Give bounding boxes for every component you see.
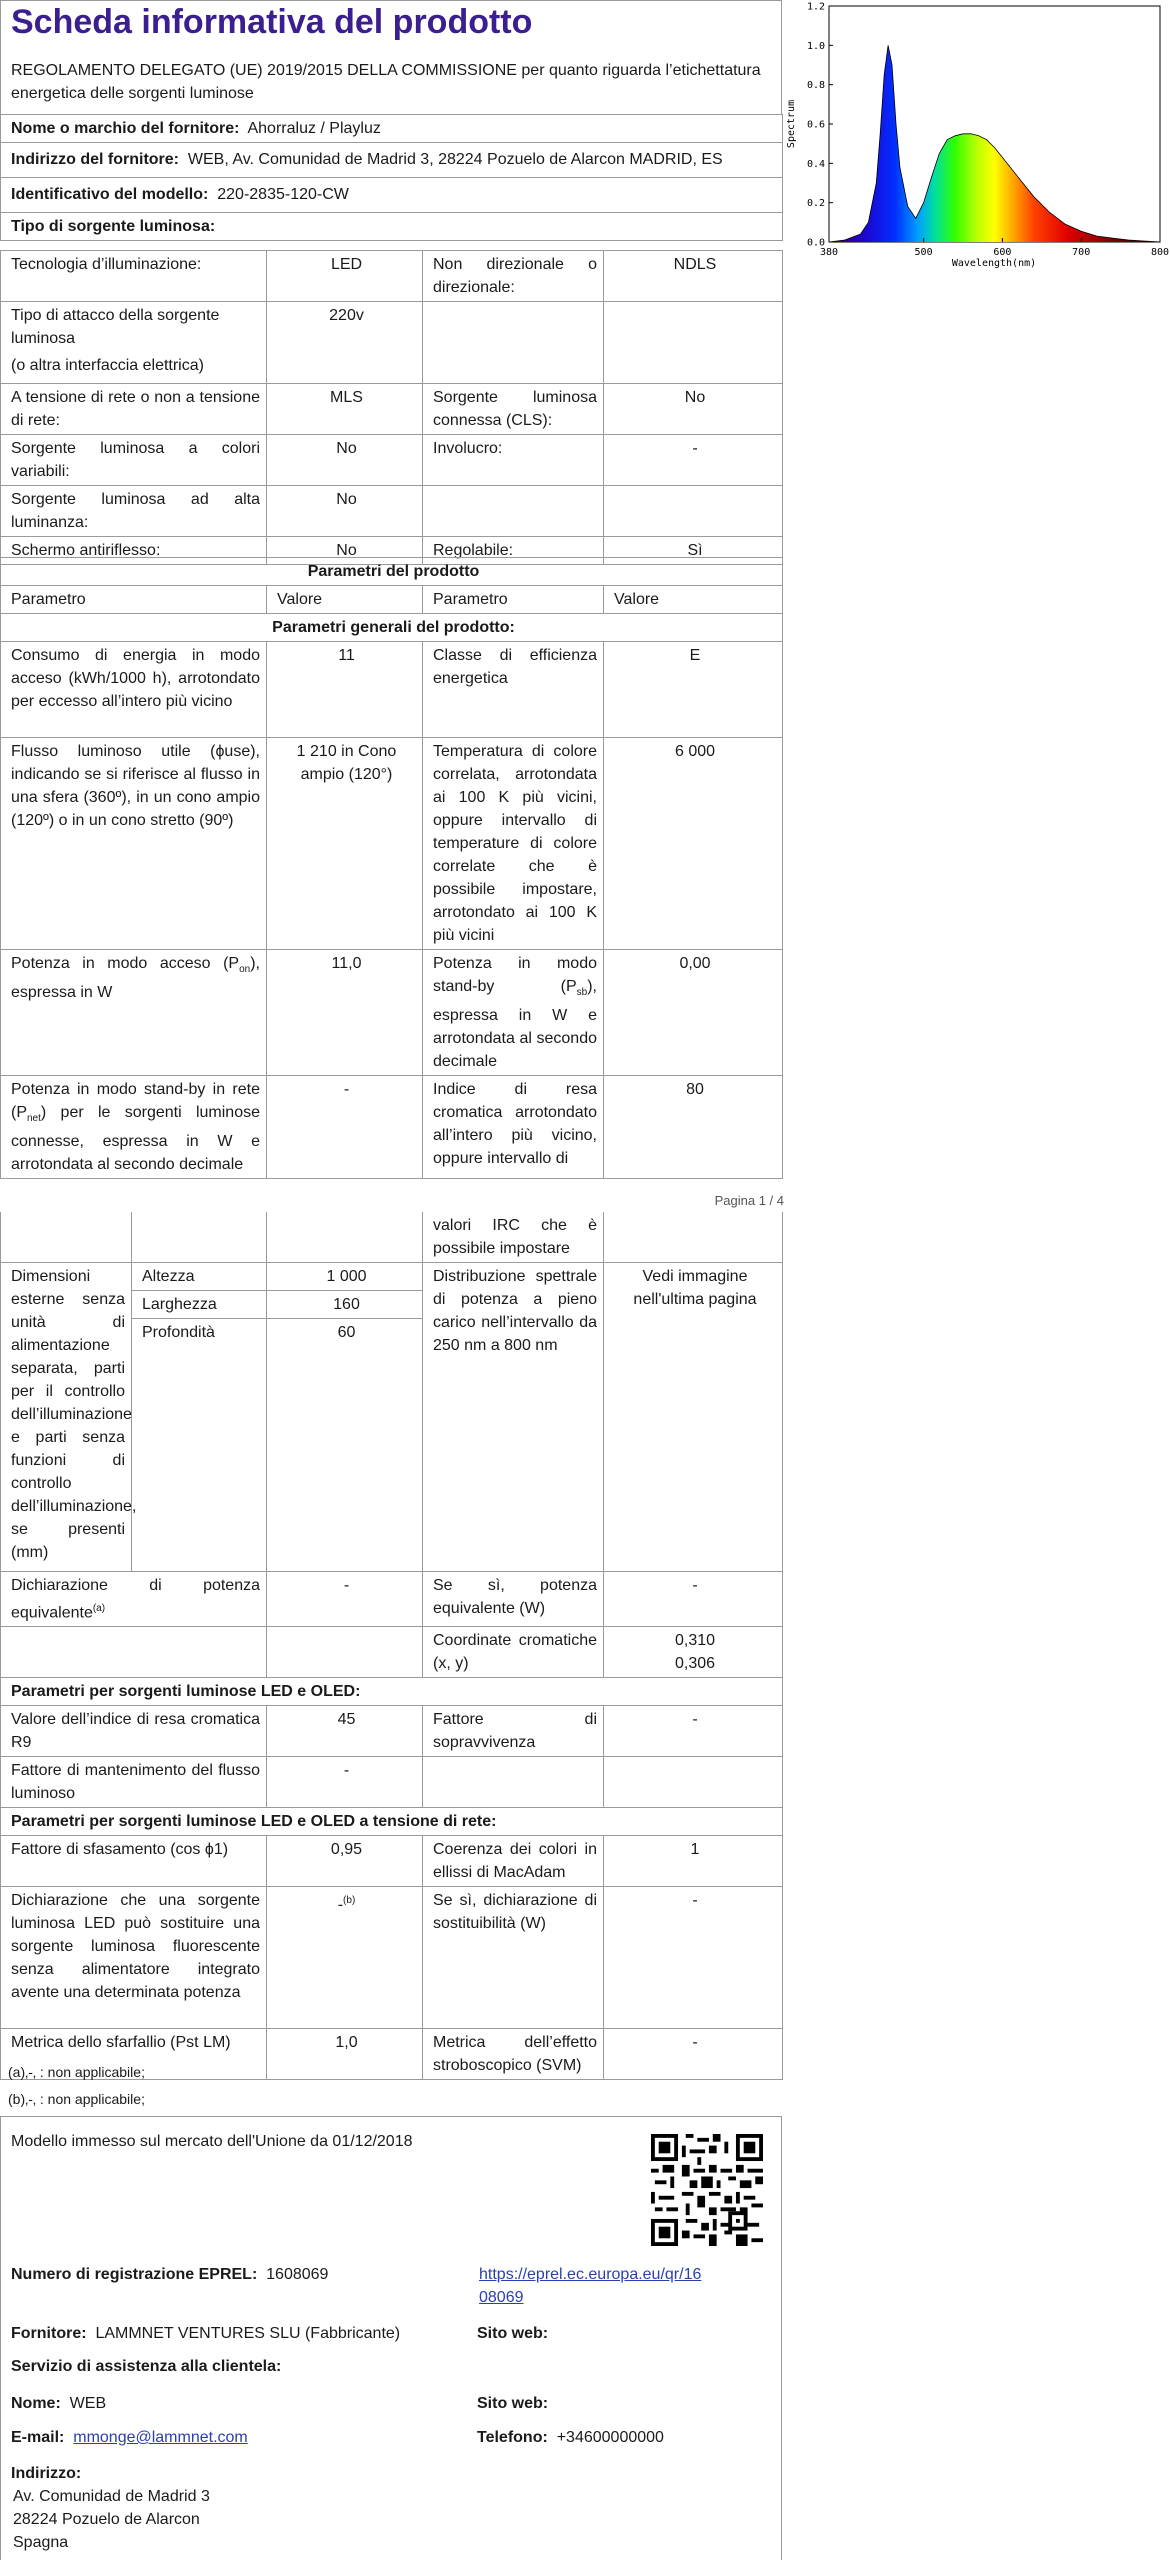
spd-label: Distribuzione spettrale di potenza a pieno carico nell’intervallo da 250 nm a 800 nm: [423, 1263, 604, 1572]
regulation-text: REGOLAMENTO DELEGATO (UE) 2019/2015 DELLA COMMISSIONE per quanto riguarda l’etichettatura energetica delle sorgenti luminose: [11, 62, 761, 102]
high-luminance-label: Sorgente luminosa ad alta luminanza:: [1, 486, 267, 537]
standby-power-label: Potenza in modo stand-by $(P_{sb})$, espressa in W e arrotondata al secondo decimale: [423, 950, 604, 1076]
tech-value: LED: [267, 251, 423, 302]
dimmable-value: Sì: [604, 537, 783, 565]
cct-value: 6 000: [604, 738, 783, 950]
energy-consumption-value: 11: [267, 642, 423, 738]
cri-value: 80: [604, 1076, 783, 1179]
model-id-row: Identificativo del modello: 220-2835-120-CW: [1, 178, 783, 213]
y-tick-label: 1.0: [806, 40, 825, 52]
survival-factor-value: -: [604, 1706, 783, 1757]
height-label: Altezza: [132, 1263, 267, 1291]
dimensions-label: Dimensioni esterne senza unità di alimentazione separata, parti per il controllo dell’illuminazione e parti senza funzioni di controllo dell’illuminazione, se presenti (mm): [1, 1263, 132, 1572]
replacement-claim-label: Dichiarazione che una sorgente luminosa LED può sostituire una sorgente luminosa fluorescente senza alimentatore integrato avente una determinata potenza: [1, 1887, 267, 2029]
displacement-factor-label: Fattore di sfasamento (cos ϕ1): [1, 1836, 267, 1887]
email-row: E-mail: mmonge@lammnet.com: [11, 2429, 248, 2446]
cri-label: Indice di resa cromatica arrotondato all’intero più vicino, oppure intervallo di: [423, 1076, 604, 1179]
source-type-table: [0, 250, 783, 565]
network-standby-label: Potenza in modo stand-by in rete $(P_{net})$ per le sorgenti luminose connesse, espressa in W e arrotondata al secondo decimale: [1, 1076, 267, 1179]
chromaticity-label: Coordinate cromatiche (x, y): [423, 1627, 604, 1678]
y-tick-label: 0.8: [806, 80, 825, 92]
supplier-name-row: Nome o marchio del fornitore: Ahorraluz / Playluz: [1, 115, 783, 143]
tech-label: Tecnologia d’illuminazione:: [1, 251, 267, 302]
cls-label: Sorgente luminosa connessa (CLS):: [423, 384, 604, 435]
phone-row: Telefono: +34600000000: [477, 2429, 664, 2446]
chromaticity-value: 0,310 0,306: [604, 1627, 783, 1678]
x-tick-label: 500: [914, 247, 933, 258]
address-label: Indirizzo:: [11, 2465, 82, 2482]
energy-class-label: Classe di efficienza energetica: [423, 642, 604, 738]
supplier-address-row: Indirizzo del fornitore: WEB, Av. Comunidad de Madrid 3, 28224 Pozuelo de Alarcon MADRID, ES: [1, 143, 783, 178]
height-value: 1 000: [267, 1263, 423, 1291]
customer-service-label: Servizio di assistenza alla clientela:: [11, 2358, 282, 2375]
y-axis-label: Spectrum: [786, 99, 797, 149]
r9-label: Valore dell’indice di resa cromatica R9: [1, 1706, 267, 1757]
energy-consumption-label: Consumo di energia in modo acceso (kWh/1000 h), arrotondato per eccesso all’intero più vicino: [1, 642, 267, 738]
x-axis-label: Wavelength(nm): [951, 258, 1037, 269]
depth-label: Profondità: [132, 1319, 267, 1572]
x-tick-label: 600: [993, 247, 1012, 258]
r9-value: 45: [267, 1706, 423, 1757]
equivalent-power-label: Dichiarazione di potenza equivalente$^{(a)}$: [1, 1572, 267, 1627]
x-tick-label: 380: [819, 247, 839, 258]
spectrum-chart: [782, 0, 1170, 272]
stroboscopic-label: Metrica dell’effetto stroboscopico (SVM): [423, 2029, 604, 2080]
envelope-label: Involucro:: [423, 435, 604, 486]
page-title: Scheda informativa del prodotto: [11, 3, 533, 41]
color-tunable-value: No: [267, 435, 423, 486]
y-tick-label: 1.2: [806, 1, 825, 13]
high-luminance-value: No: [267, 486, 423, 537]
spd-value: Vedi immagine nell'ultima pagina: [604, 1263, 783, 1572]
replacement-watt-value: -: [604, 1887, 783, 2029]
equivalent-watt-value: -: [604, 1572, 783, 1627]
cls-value: No: [604, 384, 783, 435]
directional-value: NDLS: [604, 251, 783, 302]
energy-class-value: E: [604, 642, 783, 738]
address-value: Av. Comunidad de Madrid 3 28224 Pozuelo de Alarcon Spagna: [13, 2488, 210, 2551]
footnote-b: (b)‚-‚ : non applicabile;: [8, 2091, 145, 2107]
y-tick-label: 0.6: [806, 119, 825, 131]
envelope-value: -: [604, 435, 783, 486]
product-parameters-table: [0, 557, 783, 1179]
supplier-table: [0, 114, 783, 241]
width-value: 160: [267, 1291, 423, 1319]
flicker-label: Metrica dello sfarfallio (Pst LM): [1, 2029, 267, 2080]
displacement-factor-value: 0,95: [267, 1836, 423, 1887]
flicker-value: 1,0: [267, 2029, 423, 2080]
mains-params-heading: Parametri per sorgenti luminose LED e OLED a tensione di rete:: [1, 1808, 783, 1836]
cap-type-label: Tipo di attacco della sorgente luminosa (o altra interfaccia elettrica): [1, 302, 267, 384]
stroboscopic-value: -: [604, 2029, 783, 2080]
spectrum-area: [829, 45, 1160, 242]
footnote-a: (a)‚-‚ : non applicabile;: [8, 2064, 145, 2080]
cap-type-value: 220v: [267, 302, 423, 384]
replacement-watt-label: Se sì, dichiarazione di sostituibilità (W): [423, 1887, 604, 2029]
email-link[interactable]: mmonge@lammnet.com: [73, 2429, 248, 2446]
y-tick-label: 0.2: [806, 198, 825, 210]
luminous-flux-value: 1 210 in Cono ampio (120°): [267, 738, 423, 950]
x-tick-label: 700: [1072, 247, 1091, 258]
page-number: Pagina 1 / 4: [714, 1193, 784, 1208]
mains-label: A tensione di rete o non a tensione di rete:: [1, 384, 267, 435]
lumen-maintenance-label: Fattore di mantenimento del flusso luminoso: [1, 1757, 267, 1808]
params-heading: Parametri del prodotto: [1, 558, 783, 586]
led-params-heading: Parametri per sorgenti luminose LED e OLED:: [1, 1678, 783, 1706]
replacement-claim-value: -$^{(b)}$: [267, 1887, 423, 2029]
eprel-row: Numero di registrazione EPREL: 1608069: [11, 2266, 329, 2283]
col-header-value: Valore: [267, 586, 423, 614]
survival-factor-label: Fattore di sopravvivenza: [423, 1706, 604, 1757]
mains-value: MLS: [267, 384, 423, 435]
title-block: [0, 0, 782, 115]
luminous-flux-label: Flusso luminoso utile (ϕuse), indicando se si riferisce al flusso in una sfera (360º), in un cono ampio (120º) o in un cono stretto (90º): [1, 738, 267, 950]
y-tick-label: 0.4: [806, 158, 825, 170]
eprel-link[interactable]: https://eprel.ec.europa.eu/qr/16 08069: [479, 2266, 702, 2306]
antiglare-label: Schermo antiriflesso:: [1, 537, 267, 565]
standby-power-value: 0,00: [604, 950, 783, 1076]
col-header-param-2: Parametro: [423, 586, 604, 614]
source-type-heading: Tipo di sorgente luminosa:: [1, 213, 783, 241]
directional-label: Non direzionale o direzionale:: [423, 251, 604, 302]
x-tick-label: 800: [1150, 247, 1170, 258]
on-mode-power-label: Potenza in modo acceso $(P_{on})$, espressa in W: [1, 950, 267, 1076]
website-label-2: Sito web:: [477, 2395, 549, 2412]
network-standby-value: -: [267, 1076, 423, 1179]
market-date-text: Modello immesso sul mercato dell'Unione da 01/12/2018: [11, 2133, 413, 2150]
width-label: Larghezza: [132, 1291, 267, 1319]
general-params-heading: Parametri generali del prodotto:: [1, 614, 783, 642]
website-label-1: Sito web:: [477, 2325, 549, 2342]
qr-code: [651, 2134, 763, 2246]
contact-name-row: Nome: WEB: [11, 2395, 107, 2412]
cct-label: Temperatura di colore correlata, arrotondata ai 100 K più vicini, oppure intervallo di temperature di colore correlate che è possibile impostare, arrotondato ai 100 K più vicini: [423, 738, 604, 950]
depth-value: 60: [267, 1319, 423, 1572]
supplier-info-block: [0, 2116, 782, 2560]
on-mode-power-value: 11,0: [267, 950, 423, 1076]
color-tunable-label: Sorgente luminosa a colori variabili:: [1, 435, 267, 486]
parameters-continued-table: [0, 1212, 783, 2080]
cri-label-continued: valori IRC che è possibile impostare: [423, 1212, 604, 1263]
y-tick-label: 0.0: [806, 237, 825, 249]
lumen-maintenance-value: -: [267, 1757, 423, 1808]
macadam-value: 1: [604, 1836, 783, 1887]
dimmable-label: Regolabile:: [423, 537, 604, 565]
antiglare-value: No: [267, 537, 423, 565]
footer-supplier-row: Fornitore: LAMMNET VENTURES SLU (Fabbricante): [11, 2325, 401, 2342]
macadam-label: Coerenza dei colori in ellissi di MacAdam: [423, 1836, 604, 1887]
equivalent-watt-label: Se sì, potenza equivalente (W): [423, 1572, 604, 1627]
col-header-value-2: Valore: [604, 586, 783, 614]
equivalent-power-value: -: [267, 1572, 423, 1627]
col-header-param: Parametro: [1, 586, 267, 614]
